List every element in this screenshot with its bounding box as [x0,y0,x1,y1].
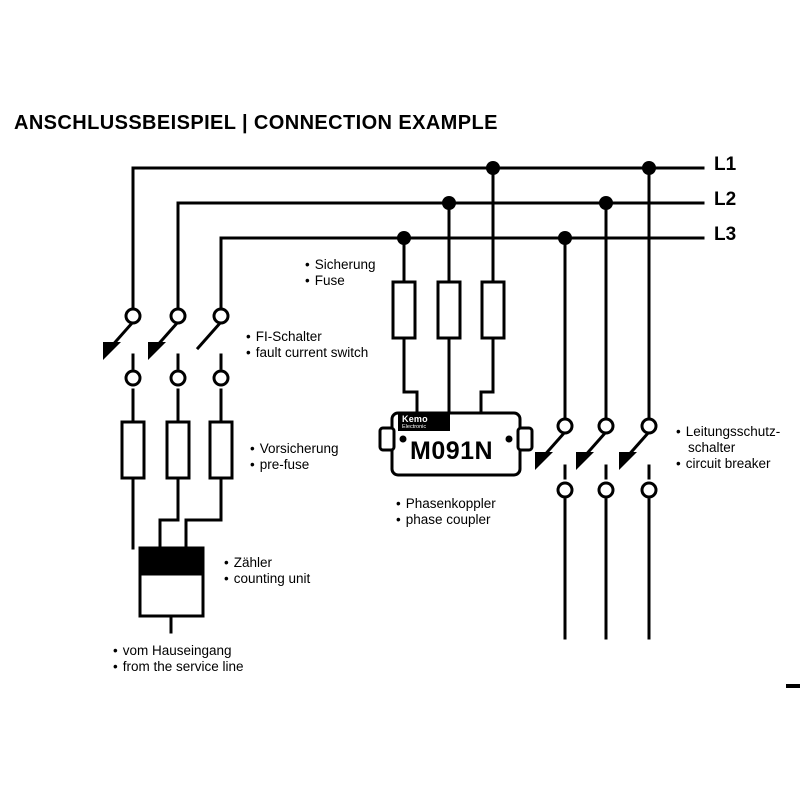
fi-terminal-bottom-1 [126,371,140,385]
device-model-label: M091N [410,437,494,465]
fi-blade-3 [198,322,221,348]
junction-l3-right [558,231,572,245]
cb-terminal-top-3 [642,419,656,433]
annotation-pre-fuse [250,441,339,473]
junction-l1-center [486,161,500,175]
annotation-fuse [305,257,376,289]
fi-terminal-top-3 [214,309,228,323]
counting-unit-top [140,548,203,574]
annotation-counting-unit [224,555,310,587]
cb-terminal-top-1 [558,419,572,433]
annotation-circuit-breaker-en: • circuit breaker [676,456,780,472]
annotation-phase-coupler-en: • phase coupler [396,512,496,528]
wire-fuse-to-device-1 [404,338,417,413]
pre-fuse-3 [210,422,232,478]
center-fuse-1 [393,282,415,338]
annotation-service-line-de: • vom Hauseingang [113,643,244,659]
cb-arrow-3 [619,452,637,470]
cb-terminal-top-2 [599,419,613,433]
wire-prefuse-to-counter-3 [186,478,221,548]
pre-fuse-1 [122,422,144,478]
cb-arrows [535,452,637,470]
center-fuse-2 [438,282,460,338]
fi-arrow-1 [103,342,121,360]
phase-label-l2: L2 [714,189,737,210]
cb-terminal-bottom-3 [642,483,656,497]
counting-unit-body [140,574,203,616]
annotation-counting-unit-en: • counting unit [224,571,310,587]
annotation-fault-current-switch-en: • fault current switch [246,345,368,361]
junction-l2-right [599,196,613,210]
cb-arrow-2 [576,452,594,470]
junction-l3-center [397,231,411,245]
fi-terminal-bottom-3 [214,371,228,385]
junction-l2-center [442,196,456,210]
cb-terminal-bottom-2 [599,483,613,497]
phase-label-l3: L3 [714,224,737,245]
annotation-fuse-de: • Sicherung [305,257,376,273]
device-brand-label: Kemo Electronic [402,414,428,430]
annotation-service-line-en: • from the service line [113,659,244,675]
fi-arrow-2 [148,342,166,360]
annotation-service-line [113,643,244,675]
annotation-counting-unit-de: • Zähler [224,555,310,571]
wire-prefuse-to-counter-2 [160,478,178,548]
annotation-fuse-en: • Fuse [305,273,376,289]
cb-terminal-bottom-1 [558,483,572,497]
pre-fuse-2 [167,422,189,478]
junction-l1-right [642,161,656,175]
center-fuse-3 [482,282,504,338]
fi-terminal-top-1 [126,309,140,323]
annotation-fault-current-switch-de: • FI-Schalter [246,329,368,345]
fi-terminal-bottom-2 [171,371,185,385]
wire-fuse-to-device-3 [481,338,493,413]
annotation-pre-fuse-en: • pre-fuse [250,457,339,473]
fi-terminal-top-2 [171,309,185,323]
cb-arrow-1 [535,452,553,470]
device-tab-left [380,428,394,450]
device-screw-right [506,436,513,443]
annotation-phase-coupler [396,496,496,528]
annotation-pre-fuse-de: • Vorsicherung [250,441,339,457]
phase-label-l1: L1 [714,154,737,175]
device-tab-right [518,428,532,450]
page-title: ANSCHLUSSBEISPIEL | CONNECTION EXAMPLE [14,112,498,134]
annotation-circuit-breaker-de-2: schalter [688,440,736,455]
annotation-phase-coupler-de: • Phasenkoppler [396,496,496,512]
annotation-fault-current-switch [246,329,368,361]
annotation-circuit-breaker-de-1: • Leitungsschutz- [676,424,780,440]
device-screw-left [400,436,407,443]
annotation-circuit-breaker [676,424,780,472]
